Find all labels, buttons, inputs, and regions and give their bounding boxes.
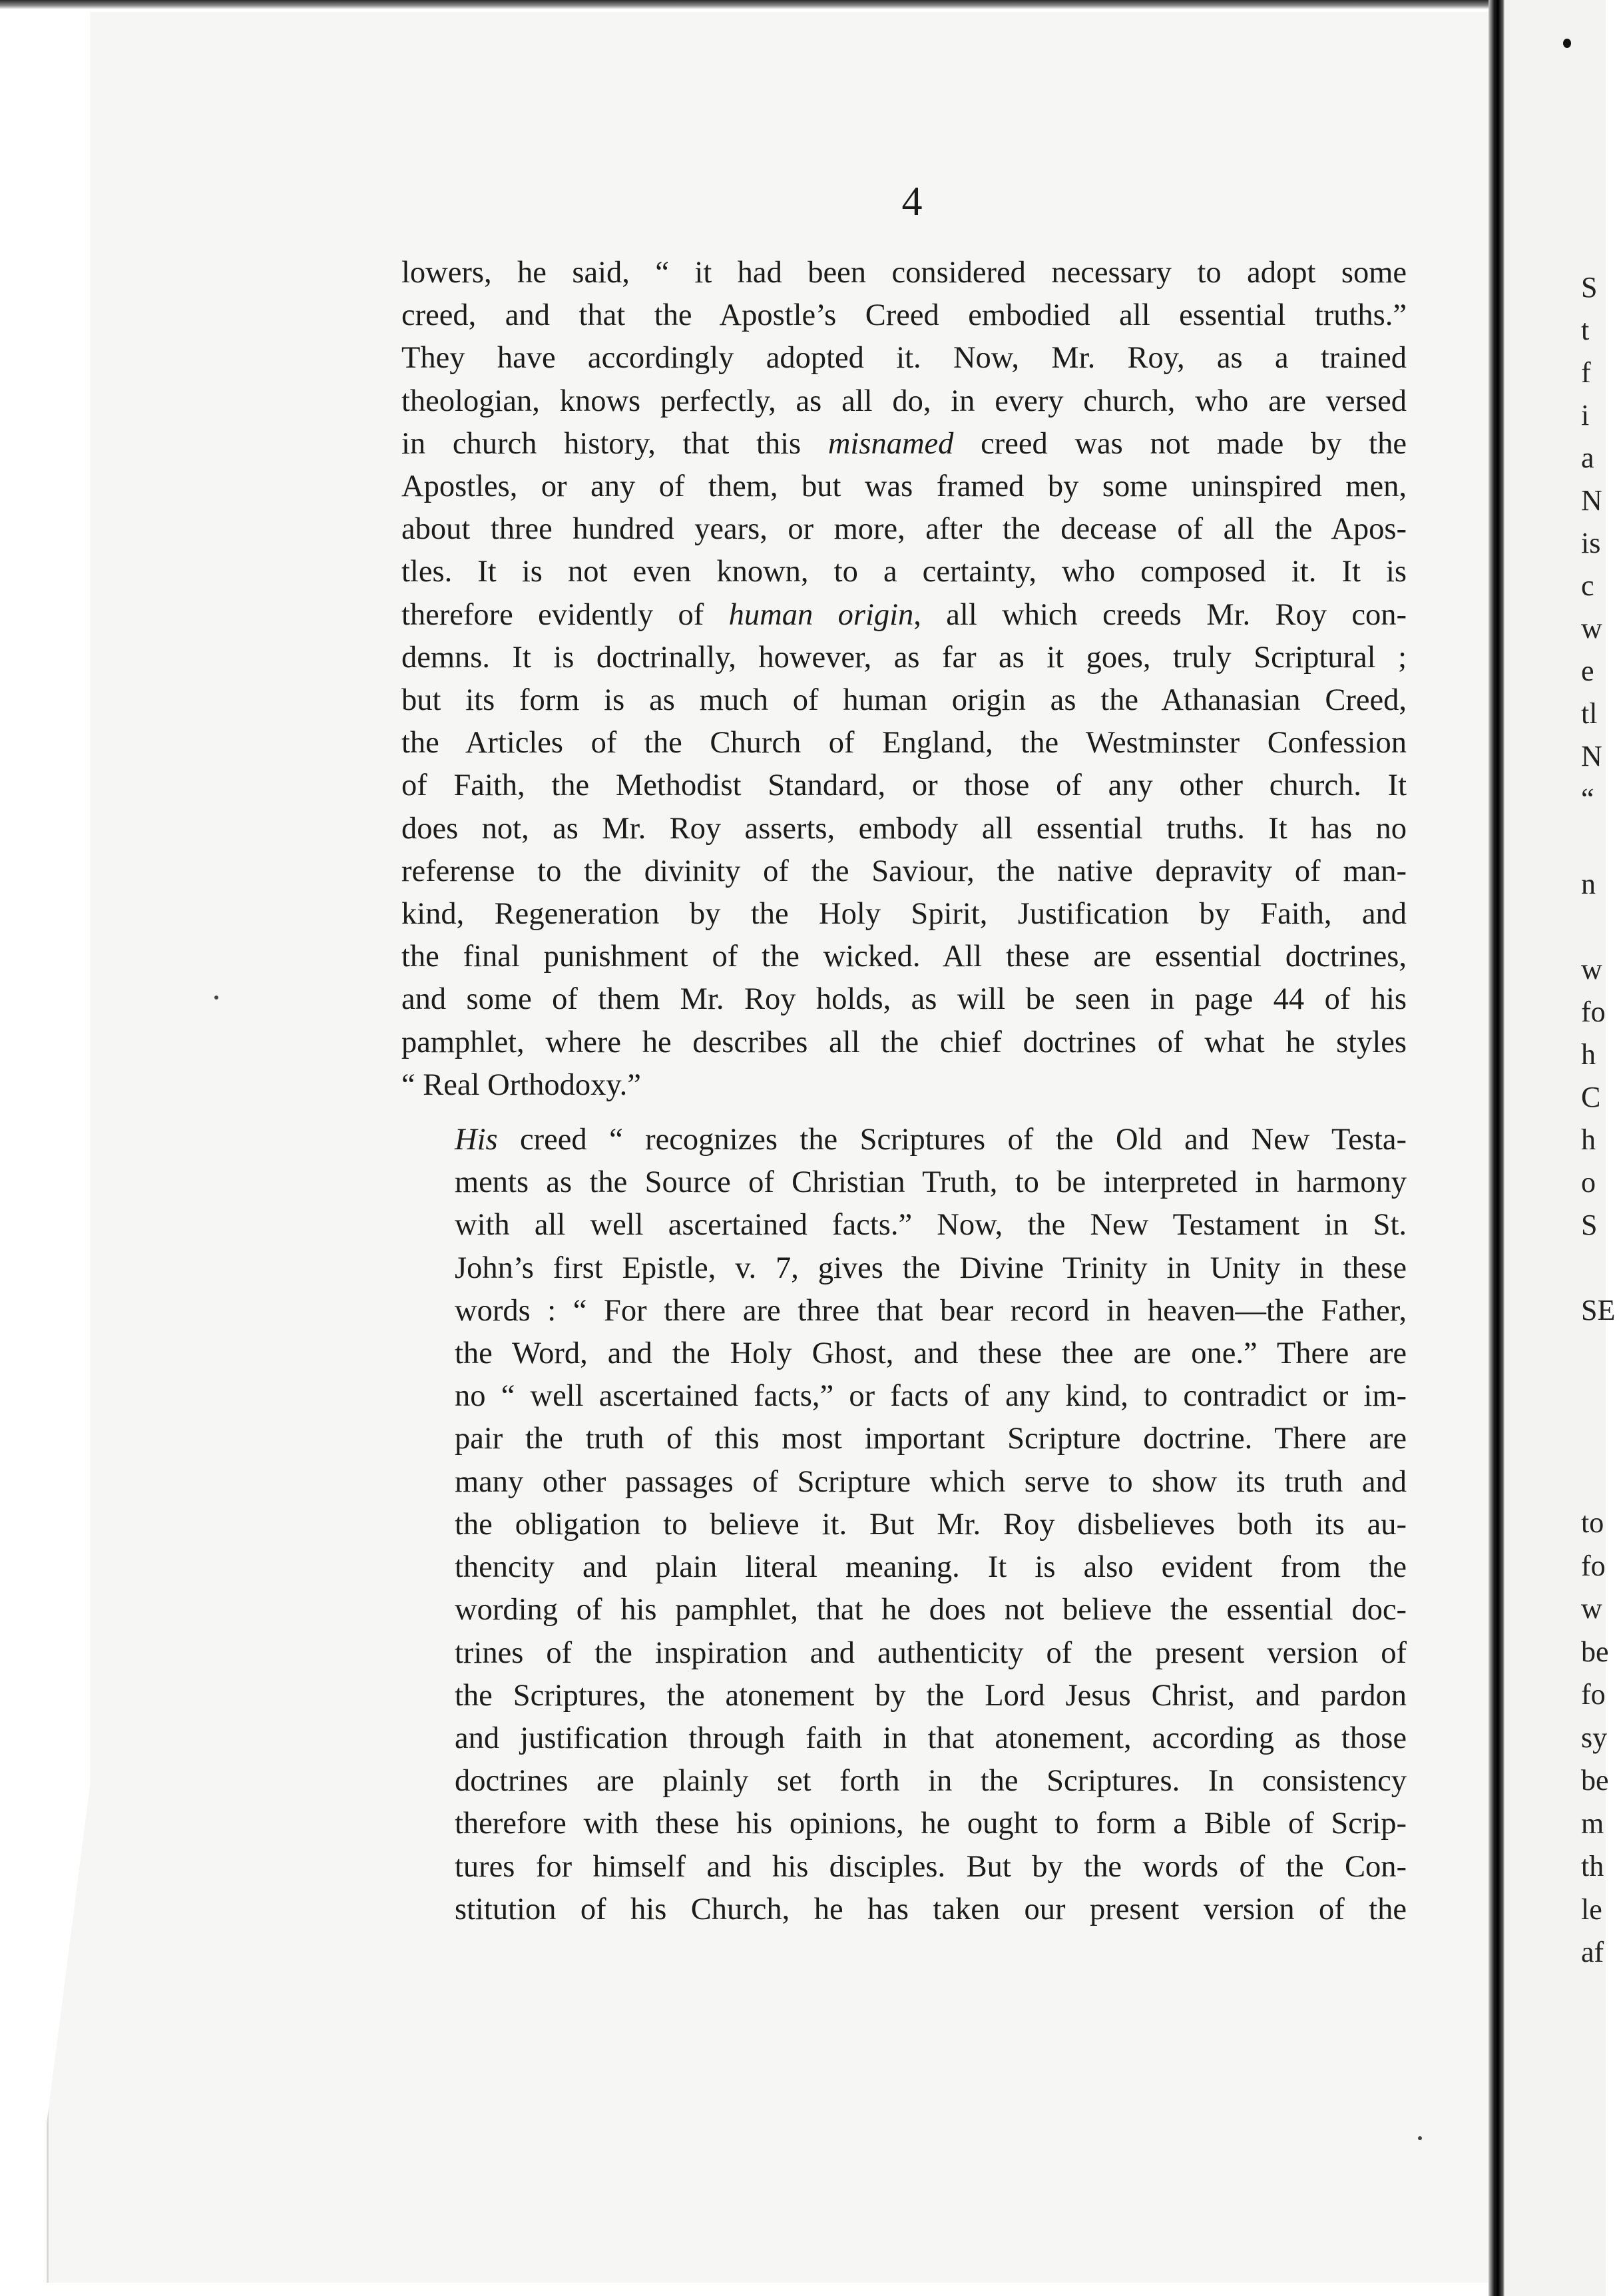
facing-fragment: w bbox=[1581, 1592, 1602, 1625]
facing-page-text-lower bbox=[1581, 1502, 1609, 1974]
text-line: with all well ascertained facts.” Now, the New Testament in St. bbox=[455, 1208, 1407, 1243]
facing-fragment: e bbox=[1581, 655, 1594, 687]
facing-fragment: t bbox=[1581, 314, 1590, 346]
text-line: Apostles, or any of them, but was framed by some uninspired men, bbox=[401, 469, 1407, 504]
text-line: trines of the inspiration and authenticity of the present version of bbox=[455, 1635, 1407, 1670]
text-line: pamphlet, where he describes all the chief doctrines of what he styles bbox=[401, 1025, 1407, 1059]
text-line: lowers, he said, “ it had been considered necessary to adopt some bbox=[401, 256, 1407, 290]
text-line: referense to the divinity of the Saviour, the native depravity of man- bbox=[401, 854, 1407, 888]
text-line: “ Real Orthodoxy.” bbox=[401, 1067, 641, 1102]
facing-fragment: N bbox=[1581, 740, 1602, 772]
facing-fragment: th bbox=[1581, 1850, 1604, 1882]
text-line: the Scriptures, the atonement by the Lord Jesus Christ, and pardon bbox=[455, 1678, 1407, 1713]
facing-page-text-upper bbox=[1581, 266, 1621, 1332]
facing-fragment: “ bbox=[1581, 782, 1594, 815]
facing-fragment bbox=[1581, 820, 1621, 863]
text-line: the obligation to believe it. But Mr. Roy disbelieves both its au- bbox=[455, 1507, 1407, 1542]
text-line: does not, as Mr. Roy asserts, embody all essential truths. It has no bbox=[401, 811, 1407, 846]
facing-fragment: c bbox=[1581, 569, 1594, 602]
text-line: the Word, and the Holy Ghost, and these thee are one.” There are bbox=[455, 1336, 1407, 1371]
facing-fragment: S bbox=[1581, 1209, 1598, 1241]
text-line: tles. It is not even known, to a certainty, who composed it. It is bbox=[401, 555, 1407, 589]
facing-fragment bbox=[1581, 1247, 1621, 1289]
text-line: pair the truth of this most important Scripture doctrine. There are bbox=[455, 1422, 1407, 1456]
facing-fragment: f bbox=[1581, 356, 1591, 389]
text-line: creed, and that the Apostle’s Creed embodied all essential truths.” bbox=[401, 298, 1407, 333]
text-line: stitution of his Church, he has taken our present version of the bbox=[455, 1892, 1407, 1926]
facing-fragment: is bbox=[1581, 527, 1601, 559]
text-line: many other passages of Scripture which serve to show its truth and bbox=[455, 1464, 1407, 1499]
text-line: in church history, that this misnamed creed was not made by the bbox=[401, 426, 1407, 461]
facing-fragment: fo bbox=[1581, 1678, 1606, 1711]
facing-fragment: tl bbox=[1581, 697, 1598, 730]
text-line: ments as the Source of Christian Truth, to be interpreted in harmony bbox=[455, 1165, 1407, 1200]
text-line: therefore evidently of human origin, all which creeds Mr. Roy con- bbox=[401, 597, 1407, 632]
facing-fragment: N bbox=[1581, 484, 1602, 517]
ink-speck bbox=[214, 996, 218, 1000]
text-line: words : “ For there are three that bear record in heaven—the Father, bbox=[455, 1293, 1407, 1328]
text-line: kind, Regeneration by the Holy Spirit, Justification by Faith, and bbox=[401, 897, 1407, 932]
text-line: therefore with these his opinions, he ought to form a Bible of Scrip- bbox=[455, 1807, 1407, 1841]
facing-fragment: m bbox=[1581, 1807, 1604, 1840]
facing-fragment: w bbox=[1581, 612, 1602, 645]
facing-fragment: le bbox=[1581, 1892, 1602, 1926]
paragraph bbox=[401, 1119, 1407, 1931]
facing-fragment: n bbox=[1581, 868, 1596, 900]
text-line: the Articles of the Church of England, the Westminster Confession bbox=[401, 726, 1407, 760]
body-text bbox=[401, 252, 1407, 1931]
italic-emphasis: human origin bbox=[728, 597, 914, 632]
paragraph bbox=[401, 252, 1407, 1107]
facing-fragment: af bbox=[1581, 1936, 1604, 1968]
facing-fragment: to bbox=[1581, 1506, 1604, 1539]
text-line: theologian, knows perfectly, as all do, in every church, who are versed bbox=[401, 384, 1407, 418]
text-line: no “ well ascertained facts,” or facts of any kind, to contradict or im- bbox=[455, 1379, 1407, 1414]
facing-fragment: be bbox=[1581, 1635, 1609, 1668]
text-line: wording of his pamphlet, that he does not believe the essential doc- bbox=[455, 1593, 1407, 1627]
facing-fragment: w bbox=[1581, 953, 1602, 986]
facing-fragment: fo bbox=[1581, 996, 1606, 1028]
text-line: They have accordingly adopted it. Now, Mr. Roy, as a trained bbox=[401, 341, 1407, 376]
facing-fragment: o bbox=[1581, 1166, 1596, 1199]
facing-fragment: C bbox=[1581, 1081, 1601, 1113]
italic-emphasis: misnamed bbox=[827, 426, 954, 461]
text-line: of Faith, the Methodist Standard, or those of any other church. It bbox=[401, 768, 1407, 803]
facing-fragment: sy bbox=[1581, 1721, 1608, 1754]
facing-fragment: S bbox=[1581, 271, 1598, 304]
text-line: but its form is as much of human origin as the Athanasian Creed, bbox=[401, 683, 1407, 718]
facing-fragment: i bbox=[1581, 399, 1590, 431]
scan-top-edge bbox=[0, 0, 1491, 9]
text-line: John’s first Epistle, v. 7, gives the Divine Trinity in Unity in these bbox=[455, 1251, 1407, 1285]
text-line: tures for himself and his disciples. But by the words of the Con- bbox=[455, 1849, 1407, 1884]
facing-fragment: fo bbox=[1581, 1549, 1606, 1582]
text-line: His creed “ recognizes the Scriptures of the Old and New Testa- bbox=[455, 1123, 1407, 1157]
text-line: and justification through faith in that atonement, according as those bbox=[455, 1721, 1407, 1755]
facing-fragment: SE bbox=[1581, 1294, 1616, 1326]
facing-fragment: be bbox=[1581, 1764, 1609, 1797]
page-number: 4 bbox=[901, 179, 923, 224]
text-line: demns. It is doctrinally, however, as far as it goes, truly Scriptural ; bbox=[401, 640, 1407, 675]
ink-speck bbox=[1418, 2136, 1422, 2140]
facing-fragment: a bbox=[1581, 441, 1594, 474]
facing-fragment bbox=[1581, 906, 1621, 948]
text-line: the final punishment of the wicked. All these are essential doctrines, bbox=[401, 940, 1407, 974]
ink-dot-mark bbox=[1563, 39, 1571, 48]
text-line: about three hundred years, or more, after the decease of all the Apos- bbox=[401, 512, 1407, 547]
text-line: thencity and plain literal meaning. It is also evident from the bbox=[455, 1550, 1407, 1585]
text-line: doctrines are plainly set forth in the Scriptures. In consistency bbox=[455, 1764, 1407, 1799]
facing-fragment: h bbox=[1581, 1038, 1596, 1071]
facing-fragment: h bbox=[1581, 1123, 1596, 1156]
page-gutter bbox=[1489, 0, 1505, 2296]
italic-emphasis: His bbox=[455, 1123, 498, 1157]
text-line: and some of them Mr. Roy holds, as will be seen in page 44 of his bbox=[401, 982, 1407, 1017]
